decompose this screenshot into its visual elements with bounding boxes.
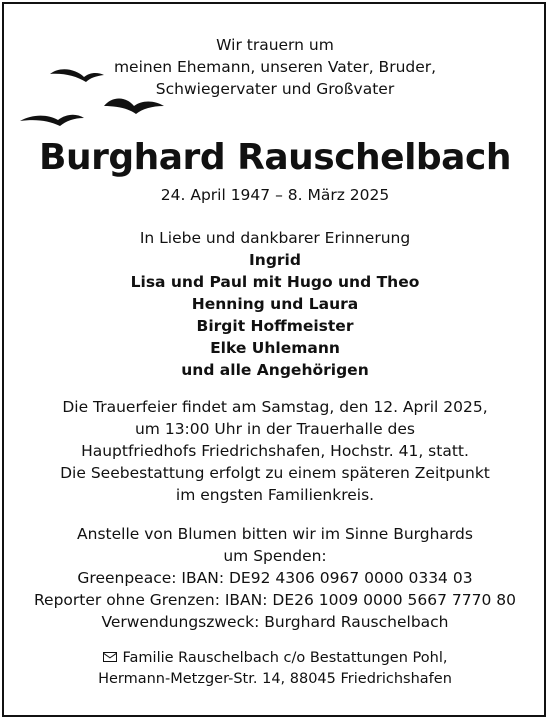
mourner-name: Ingrid [249,251,301,269]
mourner-name: und alle Angehörigen [181,361,369,379]
ceremony-line: um 13:00 Uhr in der Trauerhalle des [134,420,415,438]
ceremony-block [0,396,550,506]
envelope-icon [103,652,117,662]
donation-line: Reporter ohne Grenzen: IBAN: DE26 1009 0000 5667 7770 80 [33,591,516,609]
intro-line: Schwiegervater und Großvater [155,80,395,98]
donation-line: Verwendungszweck: Burghard Rauschelbach [101,613,449,631]
intro-line: Wir trauern um [216,36,334,54]
donation-line: um Spenden: [223,547,327,565]
ceremony-line: Hauptfriedhofs Friedrichshafen, Hochstr. 41, statt. [81,442,469,460]
donations-block [0,523,550,633]
address-line: Hermann-Metzger-Str. 14, 88045 Friedrichshafen [98,671,452,687]
address-line: Familie Rauschelbach c/o Bestattungen Pohl, [0,648,550,669]
intro-line: meinen Ehemann, unseren Vater, Bruder, [113,58,437,76]
ceremony-line: Die Trauerfeier findet am Samstag, den 12. April 2025, [62,398,488,416]
mourners-intro: In Liebe und dankbarer Erinnerung [139,229,411,247]
mourners-block [0,227,550,381]
intro-block [0,34,550,100]
mourner-name: Henning und Laura [191,295,359,313]
donation-line: Anstelle von Blumen bitten wir im Sinne Burghards [77,525,473,543]
donation-line: Greenpeace: IBAN: DE92 4306 0967 0000 0334 03 [77,569,473,587]
ceremony-line: Die Seebestattung erfolgt zu einem späteren Zeitpunkt [60,464,490,482]
address-block [0,648,550,690]
ceremony-line: im engsten Familienkreis. [175,486,375,504]
life-dates: 24. April 1947 – 8. März 2025 [160,186,390,204]
mourner-name: Lisa und Paul mit Hugo und Theo [130,273,420,291]
deceased-name: Burghard Rauschelbach [39,137,511,178]
mourner-name: Birgit Hoffmeister [196,317,354,335]
mourner-name: Elke Uhlemann [210,339,340,357]
